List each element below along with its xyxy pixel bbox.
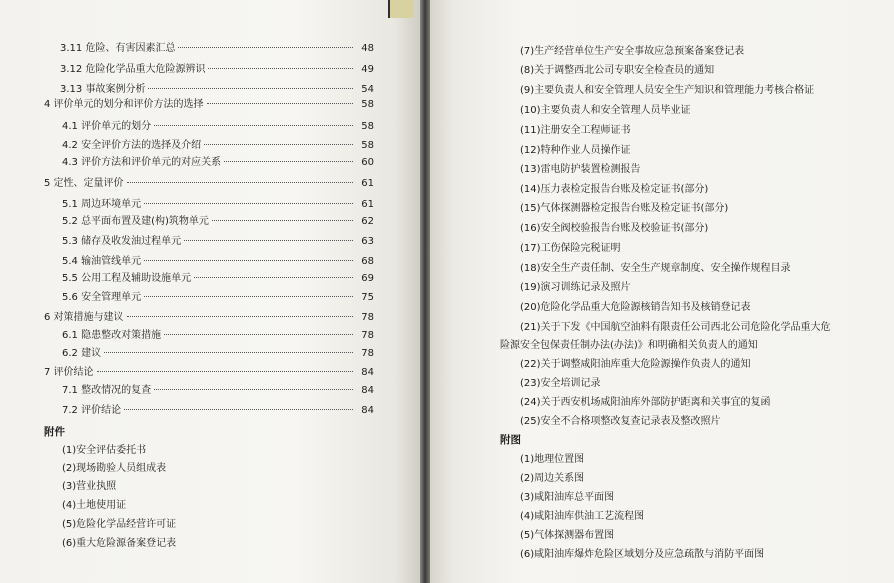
toc-leader [144, 296, 353, 297]
toc-leader [97, 371, 353, 372]
toc-page: 68 [361, 256, 374, 267]
toc-leader [164, 334, 353, 335]
toc-page: 54 [361, 84, 374, 95]
toc-leader [144, 260, 353, 261]
page-tab-marker [388, 0, 414, 18]
toc-leader [127, 182, 353, 183]
toc-page: 60 [361, 157, 374, 168]
toc-title: 3.12 危险化学品重大危险源辨识 [60, 64, 206, 75]
toc-title: 7 评价结论 [44, 367, 94, 378]
toc-entry [62, 384, 374, 397]
toc-entry [60, 83, 374, 96]
toc-leader [208, 68, 353, 69]
attachment-item: (18)安全生产责任制、安全生产规章制度、安全操作规程目录 [520, 263, 791, 274]
book-gutter [420, 0, 430, 583]
toc-title: 5.6 安全管理单元 [62, 292, 142, 303]
toc-title: 4.2 安全评价方法的选择及介绍 [62, 140, 202, 151]
toc-page: 61 [361, 199, 374, 210]
toc-page: 58 [361, 121, 374, 132]
attachment-item: (21)关于下发《中国航空油料有限责任公司西北公司危险化学品重大危 [520, 322, 831, 333]
toc-title: 3.13 事故案例分析 [60, 84, 146, 95]
toc-leader [154, 125, 353, 126]
figure-item: (1)地理位置图 [520, 454, 585, 465]
toc-entry [62, 329, 374, 342]
attachment-item: (25)安全不合格项整改复查记录表及整改照片 [520, 416, 721, 427]
figure-item: (3)咸阳油库总平面图 [520, 492, 615, 503]
toc-title: 7.2 评价结论 [62, 405, 122, 416]
toc-leader [124, 409, 353, 410]
toc-entry [62, 272, 374, 285]
toc-entry [44, 311, 374, 324]
toc-title: 6 对策措施与建议 [44, 312, 124, 323]
toc-page: 49 [361, 64, 374, 75]
toc-leader [224, 161, 353, 162]
toc-entry [60, 63, 374, 76]
toc-title: 4 评价单元的划分和评价方法的选择 [44, 99, 204, 110]
toc-leader [194, 277, 353, 278]
toc-entry [62, 255, 374, 268]
toc-title: 6.1 隐患整改对策措施 [62, 330, 162, 341]
attachment-item: (17)工伤保险完税证明 [520, 243, 621, 254]
figure-item: (2)周边关系图 [520, 473, 585, 484]
toc-entry [60, 42, 374, 55]
attachment-item: (9)主要负责人和安全管理人员安全生产知识和管理能力考核合格证 [520, 85, 815, 96]
attachment-item: (15)气体探测器检定报告台账及检定证书(部分) [520, 203, 729, 214]
toc-page: 62 [361, 216, 374, 227]
toc-entry [62, 156, 374, 169]
attachments-heading: 附件 [44, 426, 65, 438]
attachment-item: (4)土地使用证 [62, 500, 127, 511]
toc-title: 7.1 整改情况的复查 [62, 385, 152, 396]
toc-page: 58 [361, 99, 374, 110]
figure-item: (6)咸阳油库爆炸危险区域划分及应急疏散与消防平面图 [520, 549, 765, 560]
right-page [430, 0, 894, 583]
toc-entry [62, 404, 374, 417]
toc-entry [62, 120, 374, 133]
toc-entry [62, 347, 374, 360]
toc-leader [204, 144, 353, 145]
toc-page: 63 [361, 236, 374, 247]
toc-leader [154, 389, 353, 390]
toc-leader [148, 88, 353, 89]
toc-page: 84 [361, 405, 374, 416]
toc-leader [144, 203, 353, 204]
toc-page: 78 [361, 312, 374, 323]
attachment-item: (1)安全评估委托书 [62, 445, 147, 456]
figures-heading: 附图 [500, 434, 521, 446]
toc-entry [62, 291, 374, 304]
toc-entry [44, 177, 374, 190]
toc-page: 84 [361, 385, 374, 396]
attachment-item: (16)安全阀校验报告台账及校验证书(部分) [520, 223, 709, 234]
figure-item: (5)气体探测器布置图 [520, 530, 615, 541]
attachment-item: (22)关于调整咸阳油库重大危险源操作负责人的通知 [520, 359, 751, 370]
toc-title: 5.3 储存及收发油过程单元 [62, 236, 182, 247]
toc-page: 69 [361, 273, 374, 284]
toc-title: 3.11 危险、有害因素汇总 [60, 43, 176, 54]
toc-page: 48 [361, 43, 374, 54]
toc-title: 5.1 周边环境单元 [62, 199, 142, 210]
toc-title: 4.1 评价单元的划分 [62, 121, 152, 132]
attachment-item: (19)演习训练记录及照片 [520, 282, 631, 293]
attachment-item: (11)注册安全工程师证书 [520, 125, 631, 136]
toc-page: 61 [361, 178, 374, 189]
attachment-item: (13)雷电防护装置检测报告 [520, 164, 641, 175]
toc-entry [62, 215, 374, 228]
toc-page: 78 [361, 330, 374, 341]
toc-entry [62, 139, 374, 152]
toc-page: 78 [361, 348, 374, 359]
toc-entry [62, 235, 374, 248]
toc-page: 84 [361, 367, 374, 378]
toc-title: 5.4 输油管线单元 [62, 256, 142, 267]
toc-leader [212, 220, 353, 221]
attachment-item: (20)危险化学品重大危险源核销告知书及核销登记表 [520, 302, 751, 313]
toc-title: 6.2 建议 [62, 348, 102, 359]
attachment-item: (2)现场勘验人员组成表 [62, 463, 167, 474]
attachment-item: (23)安全培训记录 [520, 378, 601, 389]
toc-entry [44, 98, 374, 111]
attachment-item: (10)主要负责人和安全管理人员毕业证 [520, 105, 691, 116]
toc-leader [184, 240, 353, 241]
attachment-item-continued: 险源安全包保责任制办法(办法)》和明确相关负责人的通知 [500, 340, 758, 351]
toc-entry [62, 198, 374, 211]
toc-title: 5.5 公用工程及辅助设施单元 [62, 273, 192, 284]
toc-entry [44, 366, 374, 379]
toc-title: 5.2 总平面布置及建(构)筑物单元 [62, 216, 209, 227]
attachment-item: (14)压力表检定报告台账及检定证书(部分) [520, 184, 709, 195]
toc-leader [178, 47, 353, 48]
attachment-item: (24)关于西安机场咸阳油库外部防护距离和关事宜的复函 [520, 397, 771, 408]
toc-leader [207, 103, 353, 104]
toc-title: 4.3 评价方法和评价单元的对应关系 [62, 157, 222, 168]
toc-leader [104, 352, 353, 353]
attachment-item: (5)危险化学品经营许可证 [62, 519, 177, 530]
attachment-item: (3)营业执照 [62, 481, 117, 492]
toc-page: 75 [361, 292, 374, 303]
left-page [0, 0, 420, 583]
attachment-item: (7)生产经营单位生产安全事故应急预案备案登记表 [520, 46, 745, 57]
toc-page: 58 [361, 140, 374, 151]
toc-title: 5 定性、定量评价 [44, 178, 124, 189]
toc-leader [127, 316, 353, 317]
attachment-item: (8)关于调整西北公司专职安全检查员的通知 [520, 65, 715, 76]
attachment-item: (6)重大危险源备案登记表 [62, 538, 177, 549]
figure-item: (4)咸阳油库供油工艺流程图 [520, 511, 645, 522]
attachment-item: (12)特种作业人员操作证 [520, 145, 631, 156]
